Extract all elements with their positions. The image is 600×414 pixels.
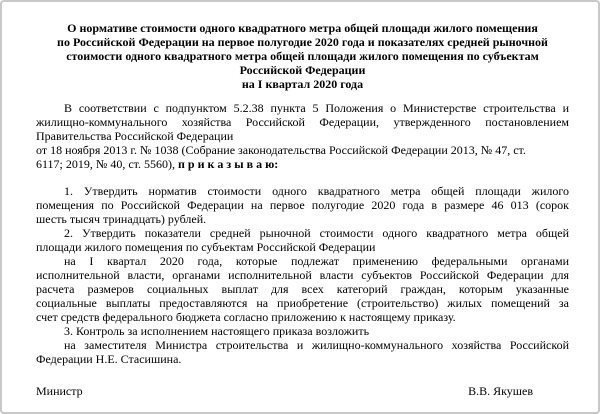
citation-tail-text: 6117; 2019, № 40, ст. 5560), <box>36 157 179 171</box>
minister-position-label: Министр <box>36 384 83 398</box>
order-item-3-paragraph <box>36 324 569 366</box>
document-title <box>36 21 569 91</box>
order-item-1-paragraph <box>36 184 569 226</box>
text-line: В соответствии с подпунктом 5.2.38 пункта 5 Положения о Министерстве строительства и <box>64 101 569 115</box>
title-line: О нормативе стоимости одного квадратного метра общей площади жилого помещения <box>67 21 538 35</box>
minister-name: В.В. Якушев <box>468 384 533 398</box>
text-line <box>36 157 569 171</box>
order-item-2-paragraph <box>36 226 569 324</box>
preamble-paragraph <box>36 101 569 171</box>
text-line: 2. Утвердить показатели средней рыночной стоимости одного квадратного метра общей <box>64 226 569 240</box>
text-line: на I квартал 2020 года, которые подлежат применению федеральными органами <box>64 254 569 268</box>
text-line: на заместителя Министра строительства и жилищно-коммунального хозяйства Российской <box>64 338 569 352</box>
directive-word-prikazyvayu: п р и к а з ы в а ю: <box>178 157 279 171</box>
text-line: Правительства Российской Федерации <box>36 129 234 143</box>
text-line: шесть тысяч тринадцать) рублей. <box>36 212 207 226</box>
signature-block <box>36 384 569 398</box>
text-line: 3. Контроль за исполнением настоящего приказа возложить <box>64 324 370 338</box>
text-line: социальные выплаты предоставляются на приобретение (строительство) жилых помещений за <box>36 296 569 310</box>
title-line: на I квартал 2020 года <box>241 77 364 91</box>
text-line: Федерации Н.Е. Стасишина. <box>36 352 182 366</box>
text-line: счет средств федерального бюджета согласно приложению к настоящему приказу. <box>36 310 456 324</box>
text-line: 1. Утвердить норматив стоимости одного квадратного метра общей площади жилого <box>64 184 569 198</box>
text-line: от 18 ноября 2013 г. № 1038 (Собрание законодательства Российской Федерации 2013, № 47, ст. <box>36 143 526 157</box>
text-line: жилищно-коммунального хозяйства Российской Федерации, утвержденного постановлением <box>36 115 569 129</box>
title-line: Российской Федерации <box>239 63 366 77</box>
text-line: помещения по Российской Федерации на первое полугодие 2020 года в размере 46 013 (сорок <box>36 198 569 212</box>
document-content <box>2 2 598 398</box>
text-line: расчета размеров социальных выплат для всех категорий граждан, которым указанные <box>36 282 569 296</box>
title-line: по Российской Федерации на первое полугодие 2020 года и показателях средней рыночной <box>57 35 548 49</box>
text-line: исполнительной власти, органами исполнительной власти субъектов Российской Федерации для <box>36 268 569 282</box>
title-line: стоимости одного квадратного метра общей площади жилого помещения по субъектам <box>66 49 539 63</box>
text-line: площади жилого помещения по субъектам Российской Федерации <box>36 240 376 254</box>
